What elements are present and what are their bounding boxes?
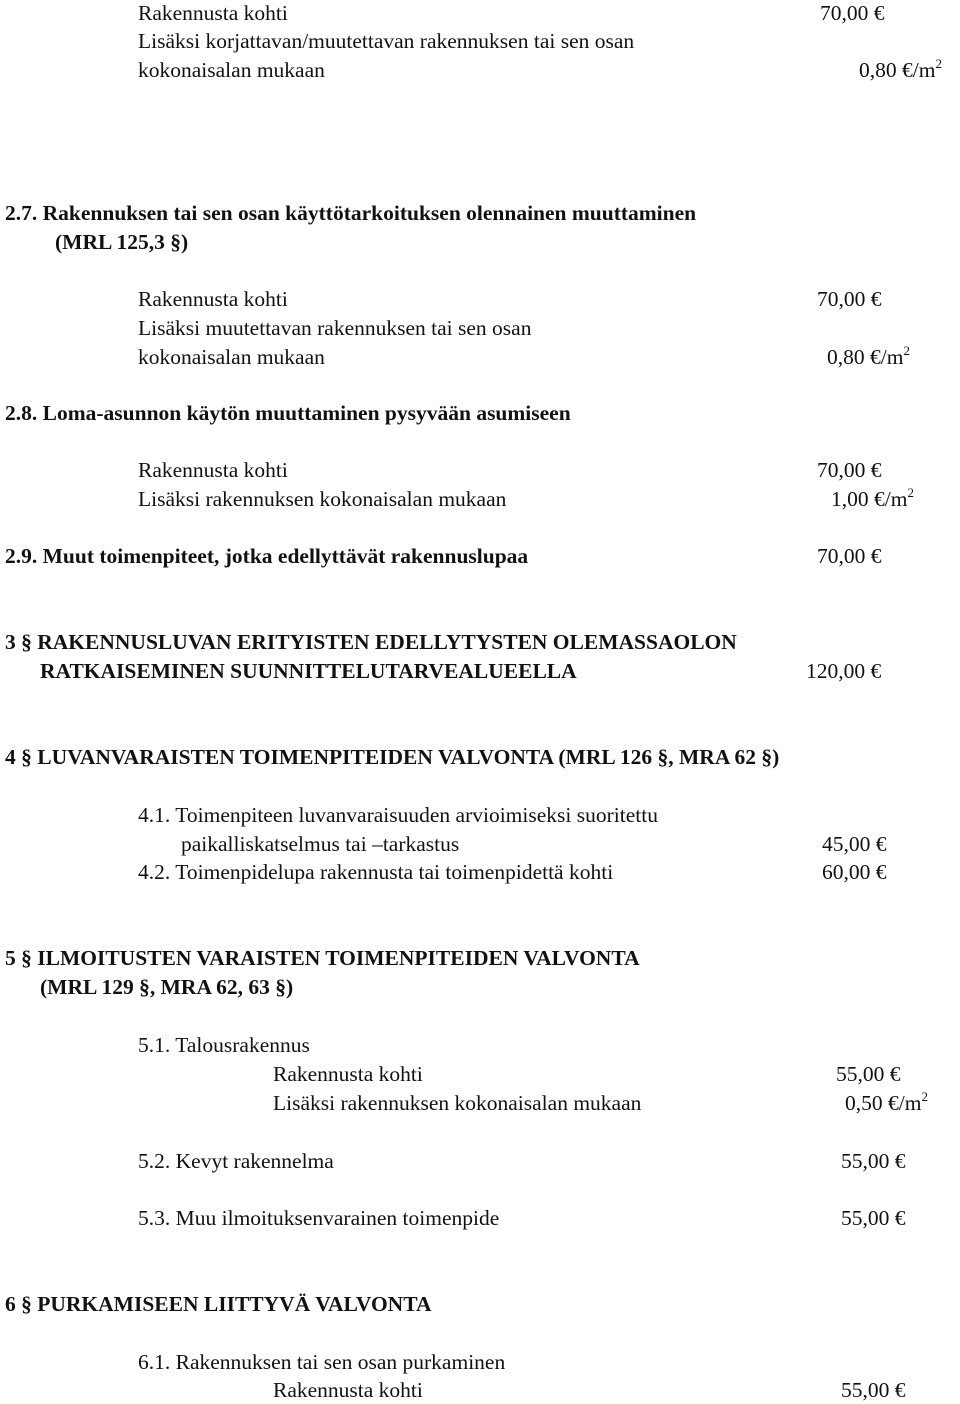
section-heading: 2.8. Loma-asunnon käytön muuttaminen pysyvään asumiseen: [5, 401, 571, 425]
fee-value: 55,00 €: [841, 1378, 906, 1402]
section-heading: (MRL 129 §, MRA 62, 63 §): [40, 975, 294, 999]
section-heading: 3 § RAKENNUSLUVAN ERITYISTEN EDELLYTYSTEN OLEMASSAOLON: [5, 630, 737, 654]
subsection-title: 5.1. Talousrakennus: [138, 1033, 310, 1057]
section-heading: 2.9. Muut toimenpiteet, jotka edellyttävät rakennuslupaa: [5, 544, 529, 568]
fee-value: 55,00 €: [836, 1062, 901, 1086]
fee-label: Rakennusta kohti: [273, 1062, 423, 1086]
section-heading: 5 § ILMOITUSTEN VARAISTEN TOIMENPITEIDEN VALVONTA: [5, 946, 640, 970]
fee-value: 0,50 $€/m^2$: [845, 1089, 928, 1115]
fee-label: Rakennusta kohti: [138, 287, 288, 311]
fee-label: Rakennusta kohti: [138, 458, 288, 482]
section-heading: 4 § LUVANVARAISTEN TOIMENPITEIDEN VALVONTA (MRL 126 §, MRA 62 §): [5, 745, 780, 769]
fee-value: 45,00 €: [822, 832, 887, 856]
fee-label: Lisäksi muutettavan rakennuksen tai sen osan: [138, 316, 532, 340]
fee-value: 0,80 $€/m^2$: [827, 343, 910, 369]
fee-value: 60,00 €: [822, 860, 887, 884]
fee-label: 5.2. Kevyt rakennelma: [138, 1149, 334, 1173]
fee-label: Lisäksi korjattavan/muutettavan rakennuksen tai sen osan: [138, 29, 635, 53]
fee-value: 120,00 €: [806, 659, 882, 683]
superscript: 2: [907, 485, 914, 500]
fee-label: Rakennusta kohti: [273, 1378, 423, 1402]
fee-value: 70,00 €: [817, 458, 882, 482]
fee-label: 4.1. Toimenpiteen luvanvaraisuuden arvioimiseksi suoritettu: [138, 803, 658, 827]
fee-label: kokonaisalan mukaan: [138, 58, 325, 82]
section-heading: 6 § PURKAMISEEN LIITTYVÄ VALVONTA: [5, 1292, 432, 1316]
section-heading: (MRL 125,3 §): [55, 230, 189, 254]
fee-label: 4.2. Toimenpidelupa rakennusta tai toimenpidettä kohti: [138, 860, 614, 884]
superscript: 2: [921, 1089, 928, 1104]
fee-value: 55,00 €: [841, 1149, 906, 1173]
fee-label: 5.3. Muu ilmoituksenvarainen toimenpide: [138, 1206, 500, 1230]
section-heading: 2.7. Rakennuksen tai sen osan käyttötarkoituksen olennainen muuttaminen: [5, 201, 697, 225]
fee-value: 70,00 €: [817, 544, 882, 568]
fee-value: 55,00 €: [841, 1206, 906, 1230]
fee-label: Lisäksi rakennuksen kokonaisalan mukaan: [273, 1091, 642, 1115]
fee-label: Rakennusta kohti: [138, 1, 288, 25]
fee-label: Lisäksi rakennuksen kokonaisalan mukaan: [138, 487, 507, 511]
section-heading: RATKAISEMINEN SUUNNITTELUTARVEALUEELLA: [40, 659, 577, 683]
superscript: 2: [935, 56, 942, 71]
fee-value: 0,80 $€/m^2$: [859, 56, 942, 82]
fee-value: 70,00 €: [820, 1, 885, 25]
fee-value: 1,00 $€/m^2$: [831, 485, 914, 511]
subsection-title: 6.1. Rakennuksen tai sen osan purkaminen: [138, 1350, 506, 1374]
fee-label: paikalliskatselmus tai –tarkastus: [181, 832, 460, 856]
fee-label: kokonaisalan mukaan: [138, 345, 325, 369]
superscript: 2: [903, 343, 910, 358]
fee-value: 70,00 €: [817, 287, 882, 311]
